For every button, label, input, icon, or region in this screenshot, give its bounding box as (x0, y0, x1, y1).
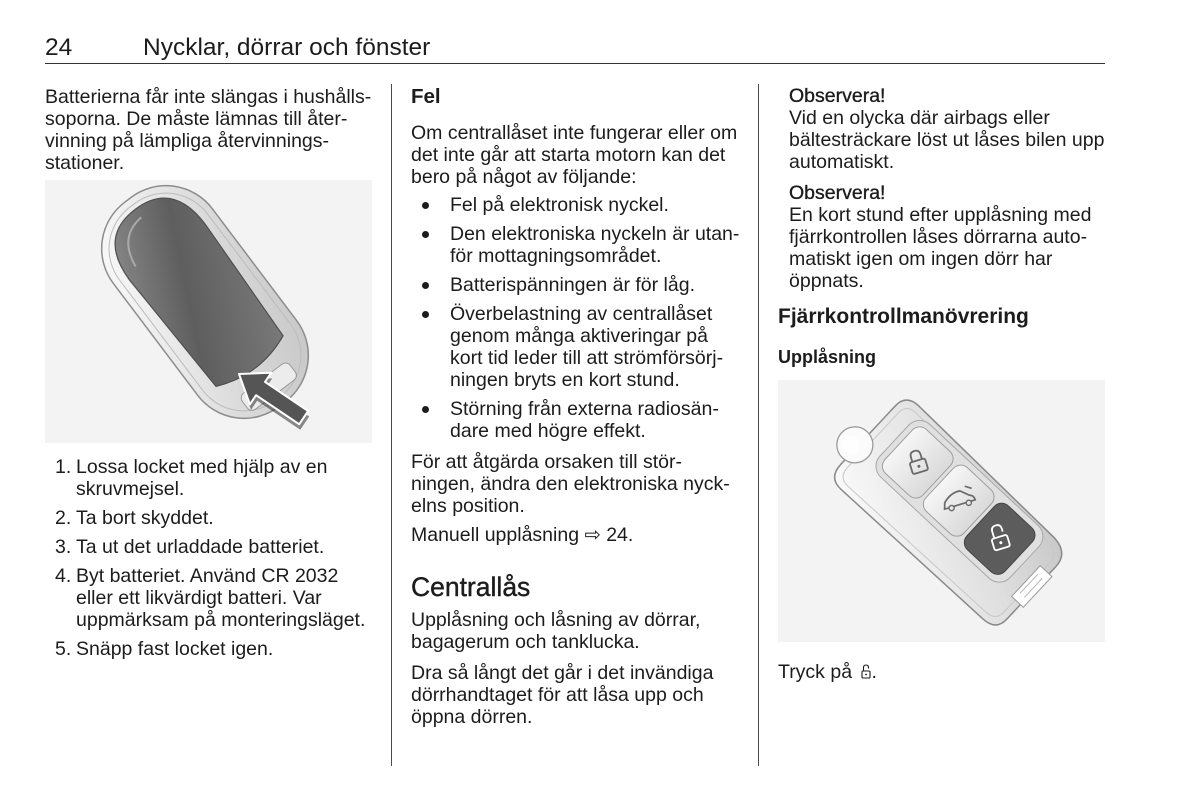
list-item (411, 274, 739, 296)
page-title: Nycklar, dörrar och fönster (143, 34, 431, 61)
text-line: Byt batteriet. Använd CR 2032 (76, 565, 339, 587)
folding-remote-key-illustration (778, 380, 1105, 642)
fault-causes-list (411, 194, 739, 449)
text-line: En kort stund efter upplåsning med (789, 204, 1092, 226)
note-autolock (789, 182, 1091, 292)
text-line: Dra så långt det går i det invändiga (411, 662, 714, 684)
list-item (45, 536, 365, 558)
text-line: skruvmejsel. (76, 478, 185, 500)
door-handle-paragraph (411, 662, 713, 728)
list-item (45, 507, 365, 529)
text-line: för mottagningsområdet. (450, 245, 662, 267)
column-divider (391, 84, 392, 766)
section-heading-centrallas: Centrallås (411, 572, 531, 602)
text-line: genom många aktiveringar på (450, 325, 708, 347)
press-unlock-instruction (778, 661, 877, 683)
header-rule (45, 63, 1105, 64)
text-line: dörrhandtaget för att låsa upp och (411, 684, 704, 706)
step-number: 5. (55, 638, 72, 660)
text-line: Fel på elektronisk nyckel. (450, 194, 669, 216)
text-line: Batterierna får inte slängas i hushålls- (45, 86, 372, 108)
bullet-icon (422, 202, 429, 209)
text-line: Om centrallåset inte fungerar eller om (411, 122, 738, 144)
fault-fix-paragraph (411, 451, 730, 517)
text-line: ningen, ändra den elektroniska nyck- (411, 473, 730, 495)
central-lock-paragraph (411, 609, 700, 653)
smart-key-battery-cover-illustration (45, 180, 372, 443)
bullet-icon (422, 406, 429, 413)
section-heading-remote: Fjärrkontrollmanövrering (778, 305, 1029, 328)
text-line: eller ett likvärdigt batteri. Var (76, 587, 322, 609)
text-line: Ta ut det urladdade batteriet. (76, 536, 325, 558)
text-line: Upplåsning och låsning av dörrar, (411, 609, 701, 631)
press-text: Tryck på (778, 661, 853, 683)
text-line: vinning på lämpliga återvinnings- (45, 130, 329, 152)
manual-unlock-reference[interactable]: Manuell upplåsning ⇨ 24. (411, 524, 634, 546)
text-line: För att åtgärda orsaken till stör- (411, 451, 682, 473)
bullet-icon (422, 311, 429, 318)
note-label: Observera! (789, 182, 886, 204)
text-line: matiskt igen om ingen dörr har (789, 248, 1053, 270)
text-line: det inte går att starta motorn kan det (411, 144, 726, 166)
list-item (411, 194, 739, 216)
text-line: bältesträckare löst ut låses bilen upp (789, 129, 1105, 151)
step-number: 2. (55, 507, 72, 529)
list-item (411, 398, 739, 442)
list-item (45, 638, 365, 660)
battery-steps-list (45, 456, 365, 667)
text-line: Störning från externa radiosän- (450, 398, 719, 420)
text-line: fjärrkontrollen låses dörrarna auto- (789, 226, 1088, 248)
text-line: dare med högre effekt. (450, 420, 646, 442)
text-line: elns position. (411, 495, 525, 517)
text-line: soporna. De måste lämnas till åter- (45, 108, 348, 130)
list-item (411, 303, 739, 391)
bullet-icon (422, 231, 429, 238)
step-number: 4. (55, 565, 72, 587)
list-item (45, 565, 365, 631)
battery-disposal-paragraph (45, 86, 371, 174)
text-line: automatiskt. (789, 151, 895, 173)
text-line: Den elektroniska nyckeln är utan- (450, 223, 740, 245)
text-line: Batterispänningen är för låg. (450, 274, 695, 296)
bullet-icon (422, 282, 429, 289)
text-line: Lossa locket med hjälp av en (76, 456, 328, 478)
note-airbag (789, 86, 1104, 173)
list-item (411, 223, 739, 267)
text-line: öppnats. (789, 270, 864, 292)
note-label: Observera! (789, 85, 886, 107)
text-line: ningen bryts en kort stund. (450, 369, 680, 391)
text-line: stationer. (45, 152, 125, 174)
section-heading-fel: Fel (411, 85, 441, 108)
text-line: Vid en olycka där airbags eller (789, 107, 1050, 129)
step-number: 3. (55, 536, 72, 558)
text-line: Snäpp fast locket igen. (76, 638, 274, 660)
fault-intro-paragraph (411, 122, 737, 188)
text-line: öppna dörren. (411, 706, 533, 728)
unlock-icon (861, 664, 871, 679)
text-line: Ta bort skyddet. (76, 507, 214, 529)
text-line: bero på något av följande: (411, 166, 637, 188)
column-divider (758, 84, 759, 766)
subheading-unlock: Upplåsning (778, 347, 876, 367)
text-line: bagagerum och tanklucka. (411, 631, 640, 653)
list-item (45, 456, 365, 500)
text-line: Överbelastning av centrallåset (450, 303, 713, 325)
text-line: uppmärksam på monteringsläget. (76, 609, 366, 631)
page-number: 24 (45, 34, 73, 61)
press-suffix: . (871, 661, 877, 683)
step-number: 1. (55, 456, 72, 478)
text-line: kort tid leder till att strömförsörj- (450, 347, 724, 369)
